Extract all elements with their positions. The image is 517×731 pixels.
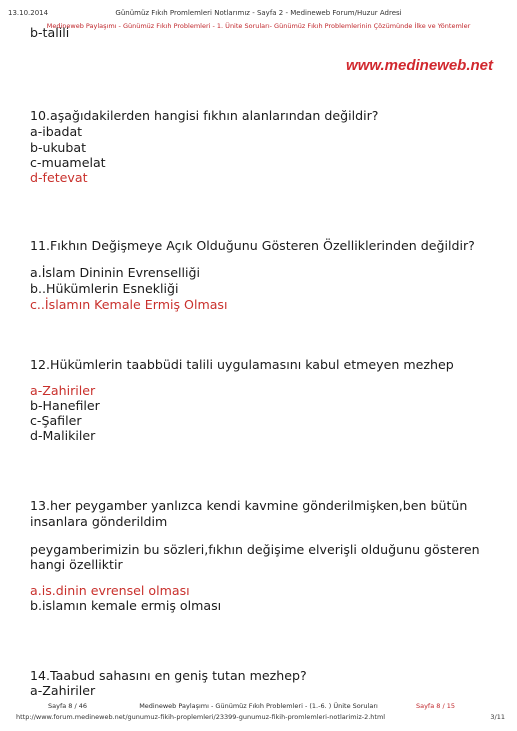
q11-option-a: a.İslam Dininin Evrenselliği — [30, 265, 200, 280]
q13-question-line2: insanlara gönderildim — [30, 514, 168, 529]
q11-question: 11.Fıkhın Değişmeye Açık Olduğunu Gösteren Özelliklerinden değildir? — [30, 238, 475, 253]
q13-question-line4: hangi özelliktir — [30, 557, 123, 572]
page-title: Günümüz Fıkıh Promlemleri Notlarımız - Sayfa 2 - Medineweb Forum/Huzur Adresi — [115, 9, 402, 17]
footer-page-number: 3/11 — [490, 713, 505, 721]
q10-question: 10.aşağıdakilerden hangisi fıkhın alanlarından değildir? — [30, 108, 379, 123]
q10-option-b: b-ukubat — [30, 140, 87, 155]
q13-option-b: b.islamın kemale ermiş olması — [30, 598, 222, 613]
footer-url[interactable]: http://www.forum.medineweb.net/gunumuz-fikih-proplemleri/23399-gunumuz-fikih-promlemleri-notlarimiz-2.html — [16, 713, 386, 721]
page-subtitle: Medineweb Paylaşımı - Günümüz Fıkıh Problemleri - 1. Ünite Soruları- Günümüz Fıkıh Problemlerinin Çözümünde İlke ve Yöntemler — [46, 22, 471, 30]
q11-answer: c..İslamın Kemale Ermiş Olması — [30, 297, 228, 312]
previous-answer: b-talili — [30, 25, 70, 40]
footer-page-right: Sayfa 8 / 15 — [415, 702, 455, 710]
q12-answer: a-Zahiriler — [30, 383, 96, 398]
q12-option-b: b-Hanefiler — [30, 398, 100, 413]
q13-answer: a.is.dinin evrensel olması — [30, 583, 190, 598]
q10-answer: d-fetevat — [30, 170, 88, 185]
print-date: 13.10.2014 — [8, 9, 49, 17]
q11-option-b: b..Hükümlerin Esnekliği — [30, 281, 179, 296]
footer-title: Medineweb Paylaşımı - Günümüz Fıkıh Problemleri - (1.-6. ) Ünite Soruları — [139, 702, 378, 710]
q10-option-c: c-muamelat — [30, 155, 106, 170]
q14-option-a: a-Zahiriler — [30, 683, 96, 698]
q13-question-line3: peygamberimizin bu sözleri,fıkhın değişime elverişli olduğunu gösteren — [30, 542, 480, 557]
q14-question: 14.Taabud sahasını en geniş tutan mezhep? — [30, 668, 307, 683]
q12-option-c: c-Şafiler — [30, 413, 82, 428]
q13-question-line1: 13.her peygamber yanlızca kendi kavmine gönderilmişken,ben bütün — [30, 498, 468, 513]
footer-page-left: Sayfa 8 / 46 — [48, 702, 88, 710]
q12-question: 12.Hükümlerin taabbüdi talili uygulamasını kabul etmeyen mezhep — [30, 357, 454, 372]
q10-option-a: a-ibadat — [30, 124, 83, 139]
site-url[interactable]: www.medineweb.net — [346, 57, 493, 74]
q12-option-d: d-Malikiler — [30, 428, 96, 443]
